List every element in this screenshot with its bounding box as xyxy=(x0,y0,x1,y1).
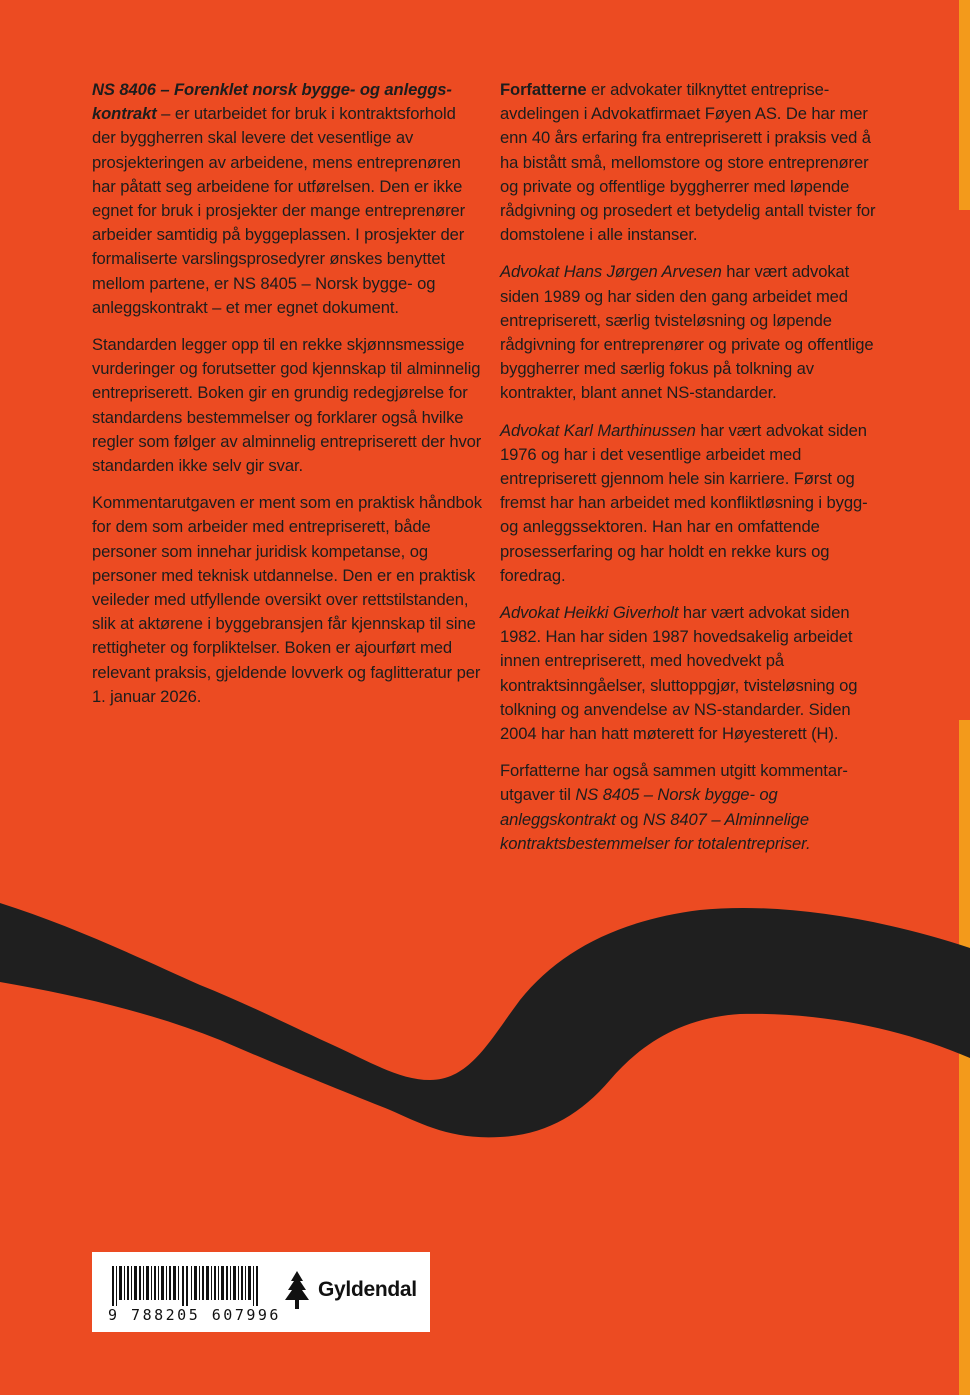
author-name: Advokat Karl Marthinussen xyxy=(500,420,696,440)
barcode-box xyxy=(92,1252,430,1332)
tree-icon xyxy=(282,1270,312,1310)
authors-paragraph: Forfatterne er advokater tilknyttet entrepriseavdelingen i Advokatfirmaet Føyen AS. De har mer enn 40 års erfaring fra entrepriserett i praksis ved å ha bistått små, mellomstore og store entreprenører og private og offentlige byggherrer med løpende rådgivning og prosedert et betydelig antall tvister for domstolene i alle instanser. xyxy=(500,80,876,245)
left-column xyxy=(92,78,482,722)
author-name: Advokat Hans Jørgen Arvesen xyxy=(500,262,722,282)
edge-strip-top xyxy=(959,0,970,210)
authors-lead: Forfatterne xyxy=(500,80,587,99)
work-title: NS 8407 – Alminnelige kontraktsbestemmelser for totalentrepriser. xyxy=(500,809,811,853)
publisher-logo xyxy=(282,1270,417,1310)
author-giverholt: Advokat Heikki Giverholt har vært advokat siden 1982. Han har siden 1987 hovedsakelig arbeidet innen entrepriserett, med hovedvekt på kontraktsinngåelser, sluttoppgjør, tvisteløsning og tolkning og anvendelse av NS-standarder. Siden 2004 har han hatt møterett for Høyesterett (H). xyxy=(500,603,858,744)
intro-paragraph: NS 8406 – Forenklet norsk bygge- og anleggskontrakt – er utarbeidet for bruk i kontraktsforhold der byggherren skal levere det vesentlige av prosjekteringen av arbeidene, mens entreprenøren har påtatt seg arbeidene for utførelsen. Den er ikke egnet for bruk i prosjekter der mange entreprenører arbeider samtidig på byggeplassen. I prosjekter der formaliserte varslingsprosedyrer ønskes benyttet mellom partene, er NS 8405 – Norsk bygge- og anleggskontrakt – et mer egnet dokument. xyxy=(92,80,466,317)
work-title: NS 8405 – Norsk bygge- og anleggskontrakt xyxy=(500,785,778,829)
right-column xyxy=(500,78,890,869)
other-works-paragraph: Forfatterne har også sammen utgitt kommentarutgaver til NS 8405 – Norsk bygge- og anleggskontrakt og NS 8407 – Alminnelige kontraktsbestemmelser for totalentrepriser. xyxy=(500,761,848,853)
standard-paragraph: Standarden legger opp til en rekke skjønnsmessige vurderinger og forutsetter god kjennskap til alminnelig entrepriserett. Boken gir en grundig redegjørelse for standardens bestemmelser og forklarer også hvilke regler som følger av alminnelig entrepriserett der hvor standarden ikke selv gir svar. xyxy=(92,335,482,476)
isbn-number: 9 788205 607996 xyxy=(108,1306,281,1324)
commentary-paragraph: Kommentarutgaven er ment som en praktisk håndbok for dem som arbeider med entrepriserett, både personer som innehar juridisk kompetanse, og personer med teknisk utdannelse. Den er en praktisk veileder med utfyllende oversikt over rettstilstanden, slik at aktørene i byggebransjen får kjennskap til sine rettigheter og forpliktelser. Boken er ajourført med relevant praksis, gjeldende lovverk og faglitteratur per 1. januar 2026. xyxy=(92,493,482,706)
book-title: NS 8406 – Forenklet norsk bygge- og anleggskontrakt xyxy=(92,80,452,124)
barcode xyxy=(112,1266,267,1306)
publisher-name: Gyldendal xyxy=(318,1278,417,1301)
author-arvesen: Advokat Hans Jørgen Arvesen har vært advokat siden 1989 og har siden den gang arbeidet med entrepriserett, særlig tvisteløsning og løpende rådgivning for entreprenører og private og offentlige byggherrer med særlig fokus på tolkning av kontrakter, blant annet NS-standarder. xyxy=(500,262,874,403)
author-name: Advokat Heikki Giverholt xyxy=(500,603,679,623)
decorative-band xyxy=(0,880,970,1140)
author-marthinussen: Advokat Karl Marthinussen har vært advokat siden 1976 og har i det vesentlige arbeidet med entrepriserett gjennom hele sin karriere. Først og fremst har han arbeidet med konfliktløsning i bygg- og anleggssektoren. Han har en omfattende prosesserfaring og har holdt en rekke kurs og foredrag. xyxy=(500,420,868,585)
